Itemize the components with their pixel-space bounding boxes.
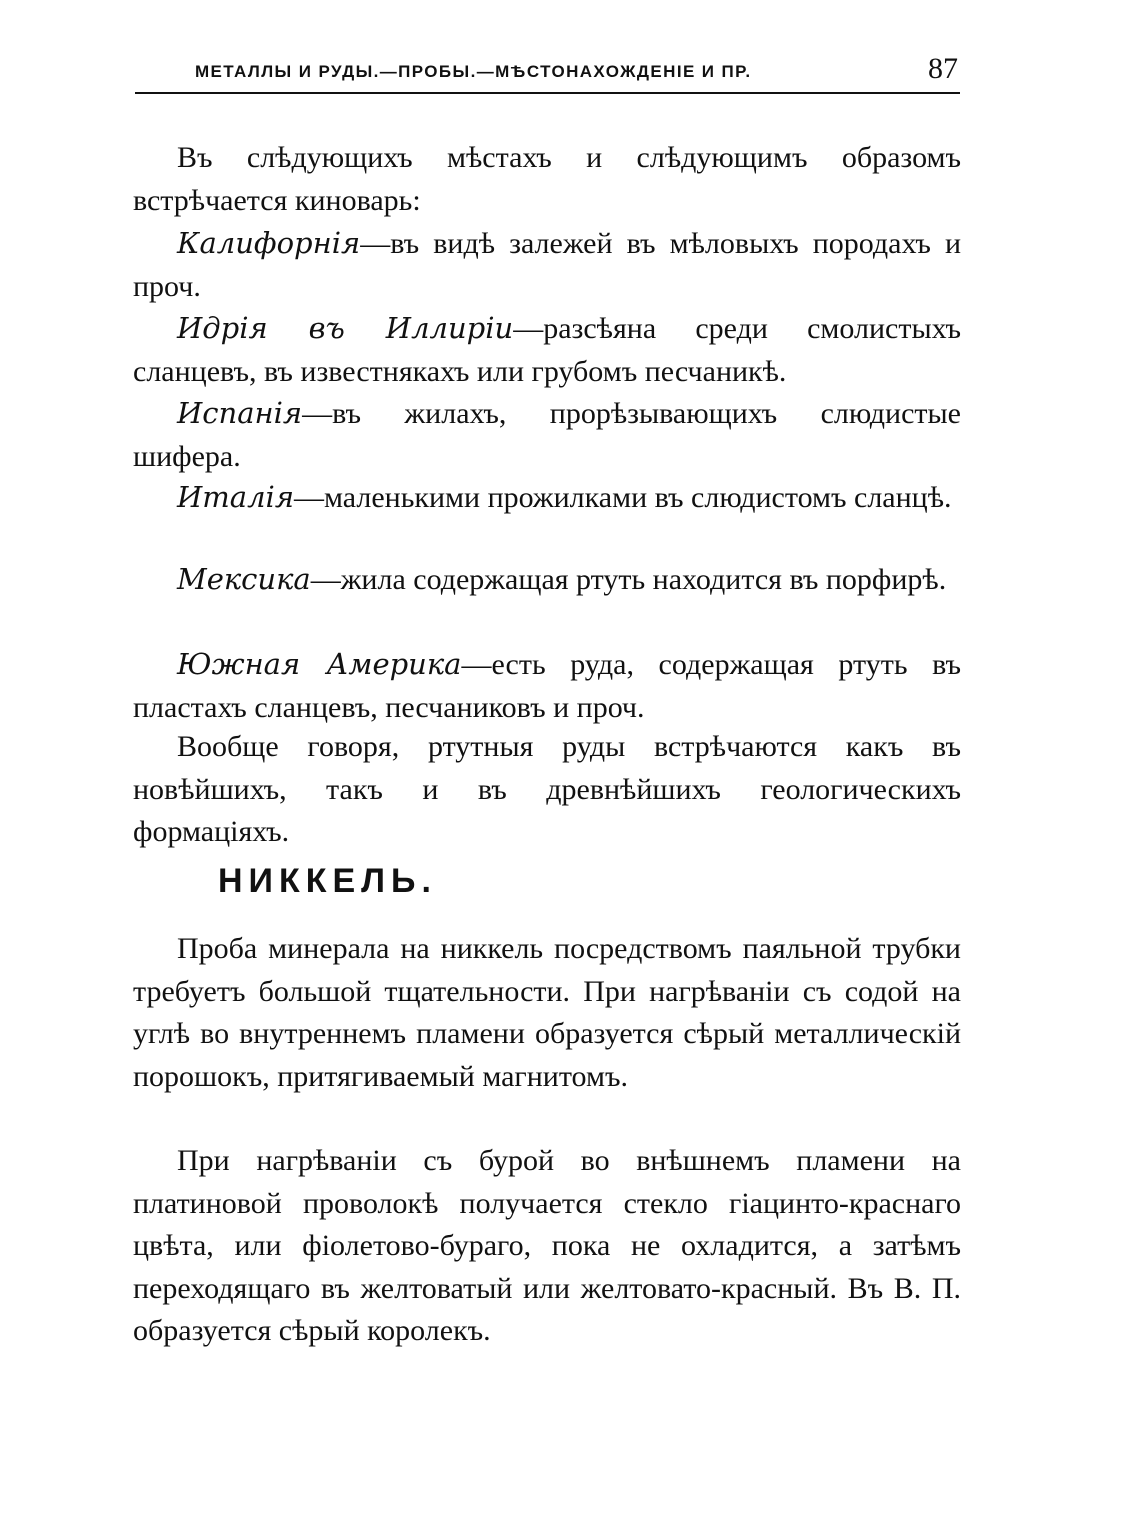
cinnabar-entry-south-america [133, 643, 961, 729]
place-name: Мексика [177, 562, 311, 596]
nickel-paragraph-2: При нагрѣваніи съ бурой во внѣшнемъ пламени на платиновой проволокѣ получается стекло гіацинто-краснаго цвѣта, или фіолетово-бураго, пока не охладится, а затѣмъ переходящаго въ желтоватый или желтовато-красный. Въ В. П. образуется сѣрый королекъ. [133, 1144, 961, 1347]
entry-text: —въ жилахъ, прорѣзывающихъ слюдистые шифера. [133, 397, 961, 473]
cinnabar-intro-paragraph: Въ слѣдующихъ мѣстахъ и слѣдующимъ образомъ встрѣчается киноварь: [133, 141, 961, 217]
entry-text: —въ видѣ залежей въ мѣловыхъ породахъ и проч. [133, 227, 961, 303]
place-name: Испанія [177, 396, 303, 430]
entry-text: —жила содержащая ртуть находится въ порфирѣ. [310, 563, 947, 596]
entry-text: —маленькими прожилками въ слюдистомъ сланцѣ. [294, 481, 952, 514]
place-name: Идрія въ Иллиріи [177, 311, 514, 345]
cinnabar-entry-mexico [133, 558, 961, 602]
nickel-paragraph-1: Проба минерала на никкель посредствомъ паяльной трубки требуетъ большой тщательности. При нагрѣваніи съ содой на углѣ во внутреннемъ пламени образуется сѣрый металлическій порошокъ, притягиваемый магнитомъ. [133, 932, 961, 1093]
cinnabar-conclusion-paragraph: Вообще говоря, ртутныя руды встрѣчаются какъ въ новѣйшихъ, такъ и въ древнѣйшихъ геологическихъ формаціяхъ. [133, 730, 961, 848]
page-number: 87 [928, 52, 958, 85]
running-header [135, 52, 960, 94]
entry-text: —разсѣяна среди смолистыхъ сланцевъ, въ известнякахъ или грубомъ песчаникѣ. [133, 312, 961, 388]
entry-text: —есть руда, содержащая ртуть въ пластахъ сланцевъ, песчаниковъ и проч. [133, 648, 962, 724]
place-name: Италія [177, 480, 295, 514]
cinnabar-entry-italy [133, 476, 961, 520]
running-title: МЕТАЛЛЫ И РУДЫ.—ПРОБЫ.—МѢСТОНАХОЖДЕНІЕ И ПР. [195, 62, 752, 81]
cinnabar-entry-spain [133, 392, 961, 478]
cinnabar-entry-idria [133, 307, 961, 393]
place-name: Калифорнія [177, 226, 361, 260]
place-name: Южная Америка [177, 647, 462, 681]
cinnabar-entry-california [133, 222, 961, 308]
section-heading-nickel: НИККЕЛЬ. [218, 862, 437, 900]
